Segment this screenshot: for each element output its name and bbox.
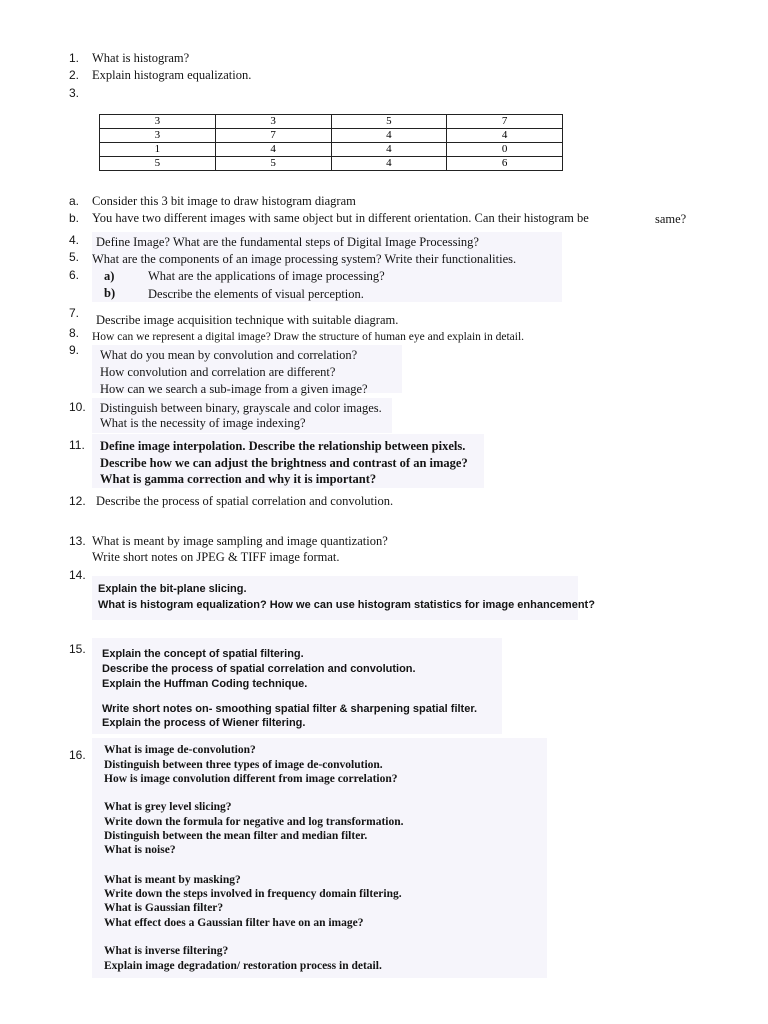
table-cell: 1 <box>100 143 216 157</box>
question-8-text: How can we represent a digital image? Draw the structure of human eye and explain in detail. <box>92 331 525 343</box>
question-number: 12. <box>69 494 86 508</box>
question-16-line: What is grey level slicing? <box>104 801 232 813</box>
question-number: 11. <box>69 438 85 452</box>
question-16-line: What is Gaussian filter? <box>104 902 224 914</box>
table-row <box>100 115 563 129</box>
question-15-line: Write short notes on- smoothing spatial filter & sharpening spatial filter. <box>102 703 478 715</box>
question-16-line: What effect does a Gaussian filter have on an image? <box>104 917 364 929</box>
question-9-line: What do you mean by convolution and correlation? <box>100 348 358 362</box>
question-10-line: Distinguish between binary, grayscale and color images. <box>100 401 382 415</box>
question-13-text: What is meant by image sampling and image quantization? <box>92 534 388 548</box>
question-9-line: How convolution and correlation are different? <box>100 365 336 379</box>
question-9-line: How can we search a sub-image from a given image? <box>100 382 368 396</box>
question-11-line: Describe how we can adjust the brightness and contrast of an image? <box>100 456 468 470</box>
question-2-text: Explain histogram equalization. <box>92 68 252 82</box>
question-12-text: Describe the process of spatial correlation and convolution. <box>96 494 394 508</box>
table-cell: 4 <box>215 143 331 157</box>
table-cell: 5 <box>215 157 331 171</box>
question-15-line: Explain the Huffman Coding technique. <box>102 678 308 690</box>
question-number: 9. <box>69 343 80 357</box>
question-16-line: What is image de-convolution? <box>104 744 256 756</box>
image-pixel-table <box>99 114 563 171</box>
question-b-text: You have two different images with same object but in different orientation. Can their histogram be <box>92 211 589 225</box>
question-number: 3. <box>69 86 80 100</box>
table-cell: 4 <box>447 129 563 143</box>
question-16-line: Explain image degradation/ restoration process in detail. <box>104 960 382 972</box>
question-16-line: What is inverse filtering? <box>104 945 229 957</box>
question-13-line2: Write short notes on JPEG & TIFF image format. <box>92 550 340 564</box>
question-number: 13. <box>69 534 86 548</box>
question-16-line: How is image convolution different from image correlation? <box>104 773 398 785</box>
question-number: 10. <box>69 400 86 414</box>
question-6b-text: Describe the elements of visual perception. <box>148 287 364 301</box>
question-number: 14. <box>69 568 86 582</box>
question-4-text: Define Image? What are the fundamental steps of Digital Image Processing? <box>96 235 479 249</box>
question-number: 5. <box>69 250 80 264</box>
table-row <box>100 129 563 143</box>
table-cell: 3 <box>100 129 216 143</box>
table-cell: 7 <box>215 129 331 143</box>
question-14-line: Explain the bit-plane slicing. <box>98 583 247 595</box>
question-b-tail: same? <box>655 212 687 226</box>
question-7-text: Describe image acquisition technique with suitable diagram. <box>96 313 399 327</box>
question-6a-label: a) <box>104 269 115 283</box>
question-15-line: Explain the concept of spatial filtering. <box>102 648 304 660</box>
question-11-line: Define image interpolation. Describe the relationship between pixels. <box>100 439 466 453</box>
table-cell: 5 <box>100 157 216 171</box>
question-11-line: What is gamma correction and why it is important? <box>100 472 377 486</box>
question-14-line: What is histogram equalization? How we can use histogram statistics for image enhancement? <box>98 599 595 611</box>
table-row <box>100 143 563 157</box>
table-cell: 7 <box>447 115 563 129</box>
question-number: 8. <box>69 326 80 340</box>
table-cell: 5 <box>331 115 447 129</box>
table-cell: 3 <box>100 115 216 129</box>
question-15-line: Explain the process of Wiener filtering. <box>102 717 306 729</box>
question-16-line: Write down the steps involved in frequency domain filtering. <box>104 888 402 900</box>
question-6b-label: b) <box>104 286 116 300</box>
question-16-line: Distinguish between three types of image de-convolution. <box>104 759 383 771</box>
table-cell: 0 <box>447 143 563 157</box>
question-number: 4. <box>69 233 80 247</box>
table-cell: 4 <box>331 129 447 143</box>
question-15-line: Describe the process of spatial correlation and convolution. <box>102 663 416 675</box>
question-a-text: Consider this 3 bit image to draw histogram diagram <box>92 194 356 208</box>
question-number: b. <box>69 211 80 225</box>
question-5-text: What are the components of an image processing system? Write their functionalities. <box>92 252 517 266</box>
question-1-text: What is histogram? <box>92 51 190 65</box>
question-16-line: Distinguish between the mean filter and median filter. <box>104 830 368 842</box>
question-16-line: Write down the formula for negative and log transformation. <box>104 816 404 828</box>
question-number: 1. <box>69 51 80 65</box>
table-cell: 6 <box>447 157 563 171</box>
question-number: 2. <box>69 68 80 82</box>
question-6a-text: What are the applications of image processing? <box>148 269 385 283</box>
question-number: 7. <box>69 306 80 320</box>
question-number: 6. <box>69 268 80 282</box>
table-cell: 3 <box>215 115 331 129</box>
table-cell: 4 <box>331 157 447 171</box>
question-number: 15. <box>69 642 86 656</box>
table-row <box>100 157 563 171</box>
question-16-line: What is meant by masking? <box>104 874 241 886</box>
question-number: 16. <box>69 748 86 762</box>
question-number: a. <box>69 194 80 208</box>
question-10-line: What is the necessity of image indexing? <box>100 416 306 430</box>
table-cell: 4 <box>331 143 447 157</box>
question-16-line: What is noise? <box>104 844 176 856</box>
